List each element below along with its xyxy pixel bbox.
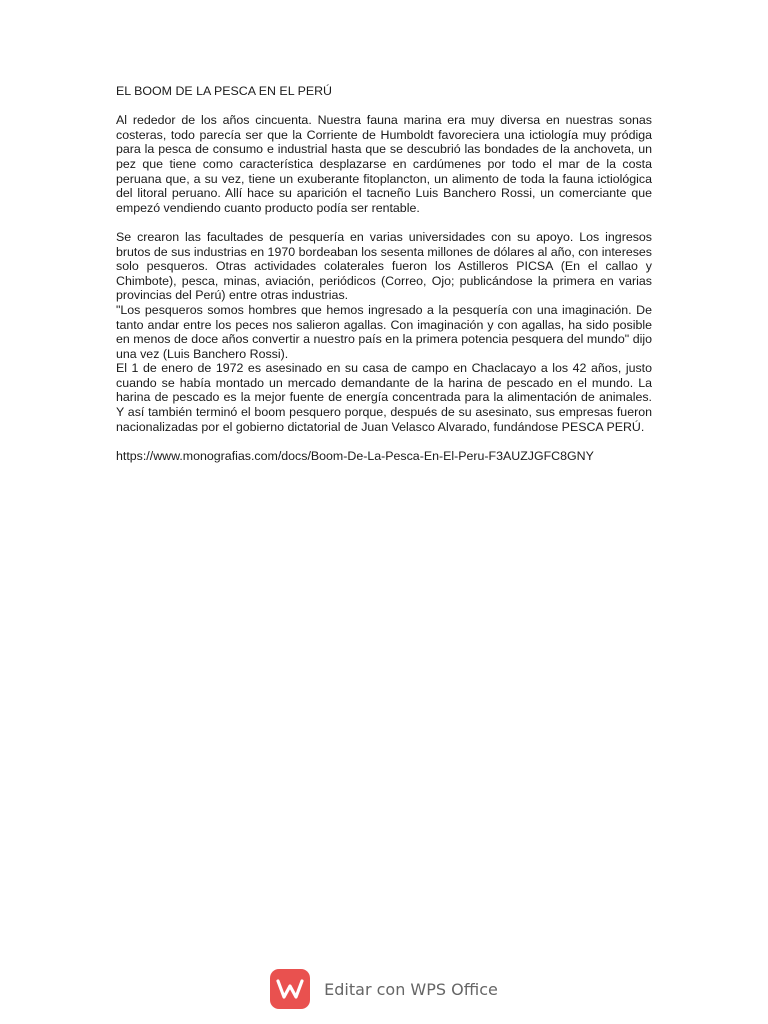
paragraph-intro: Al rededor de los años cincuenta. Nuestra fauna marina era muy diversa en nuestras sonas costeras, todo parecía ser que la Corriente de Humboldt favoreciera una ictiología muy pródiga para la pesca de consumo e industrial hasta que se descubrió las bondades de la anchoveta, un pez que tiene como característica desplazarse en cardúmenes por todo el mar de la costa peruana que, a su vez, tiene un exuberante fitoplancton, un alimento de toda la fauna ictiológica del litoral peruano. Allí hace su aparición el tacneño Luis Banchero Rossi, un comerciante que empezó vendiendo cuanto producto podía ser rentable. bbox=[116, 113, 652, 215]
wps-w-glyph-icon bbox=[276, 978, 304, 1000]
paragraph-quote: "Los pesqueros somos hombres que hemos ingresado a la pesquería con una imaginación. De tanto andar entre los peces nos salieron agallas. Con imaginación y con agallas, ha sido posible en menos de doce años convertir a nuestro país en la primera potencia pesquera del mundo" dijo una vez (Luis Banchero Rossi). bbox=[116, 302, 652, 361]
document-body bbox=[116, 84, 652, 463]
source-url: https://www.monografias.com/docs/Boom-De-La-Pesca-En-El-Peru-F3AUZJGFC8GNY bbox=[116, 448, 594, 463]
document-title: EL BOOM DE LA PESCA EN EL PERÚ bbox=[116, 84, 332, 98]
wps-edit-banner[interactable] bbox=[0, 967, 768, 1011]
paragraph-death: El 1 de enero de 1972 es asesinado en su casa de campo en Chaclacayo a los 42 años, justo cuando se había montado un mercado demandante de la harina de pescado en el mundo. La harina de pescado es la mejor fuente de energía concentrada para la alimentación de animales. Y así también terminó el boom pesquero porque, después de su asesinato, sus empresas fueron nacionalizadas por el gobierno dictatorial de Juan Velasco Alvarado, fundándose PESCA PERÚ. bbox=[116, 361, 652, 434]
paragraph-spacer bbox=[116, 215, 652, 230]
edit-with-wps-label[interactable]: Editar con WPS Office bbox=[324, 979, 498, 999]
paragraph-spacer bbox=[116, 434, 652, 449]
wps-office-logo-icon[interactable] bbox=[270, 969, 310, 1009]
paragraph-faculties: Se crearon las facultades de pesquería en varias universidades con su apoyo. Los ingresos brutos de sus industrias en 1970 bordeaban los sesenta millones de dólares al año, con intereses solo pesqueros. Otras actividades colaterales fueron los Astilleros PICSA (En el callao y Chimbote), pesca, minas, aviación, periódicos (Correo, Ojo; publicándose la primera en varias provincias del Perú) entre otras industrias. bbox=[116, 229, 652, 303]
